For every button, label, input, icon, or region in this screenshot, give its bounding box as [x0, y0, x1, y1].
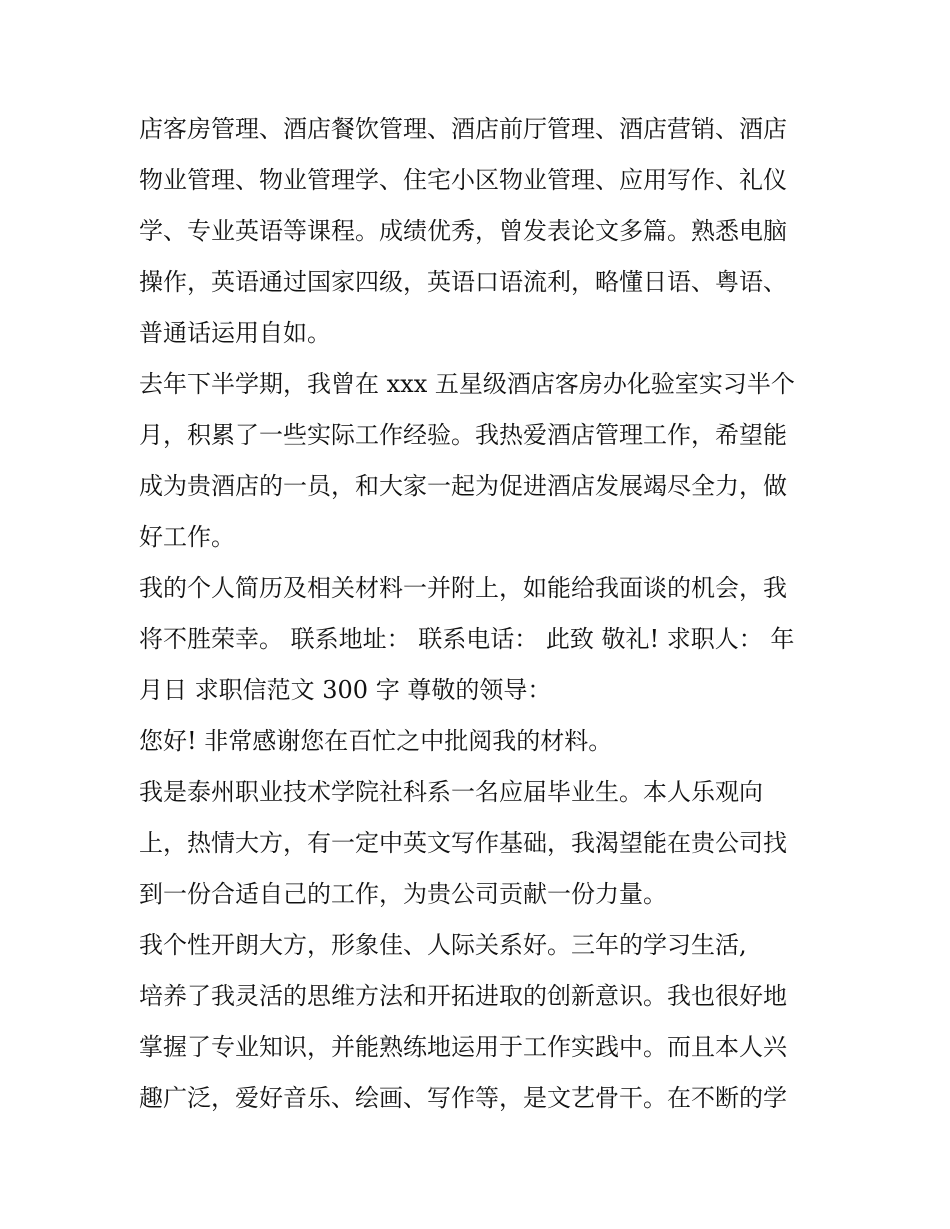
text-line: 我是泰州职业技术学院社科系一名应届毕业生。本人乐观向	[139, 778, 763, 806]
text-line: 我个性开朗大方，形象佳、人际关系好。三年的学习生活,	[139, 931, 747, 959]
text-line: 操作，英语通过国家四级，英语口语流利，略懂日语、粤语、	[139, 268, 787, 296]
document-body	[139, 104, 819, 1124]
text-line: 学、专业英语等课程。成绩优秀，曾发表论文多篇。熟悉电脑	[139, 217, 787, 245]
text-line: 我的个人简历及相关材料一并附上，如能给我面谈的机会，我	[139, 574, 787, 602]
text-line: 到一份合适自己的工作，为贵公司贡献一份力量。	[139, 880, 667, 908]
text-line: 上，热情大方，有一定中英文写作基础，我渴望能在贵公司找	[139, 829, 787, 857]
text-line: 您好! 非常感谢您在百忙之中批阅我的材料。	[139, 727, 613, 755]
text-line: 物业管理、物业管理学、住宅小区物业管理、应用写作、礼仪	[139, 166, 787, 194]
text-line: 好工作。	[139, 523, 235, 551]
text-line: 月，积累了一些实际工作经验。我热爱酒店管理工作，希望能	[139, 421, 787, 449]
text-line: 去年下半学期，我曾在 xxx 五星级酒店客房办化验室实习半个	[139, 370, 795, 398]
text-line: 掌握了专业知识，并能熟练地运用于工作实践中。而且本人兴	[139, 1033, 787, 1061]
text-line: 店客房管理、酒店餐饮管理、酒店前厅管理、酒店营销、酒店	[139, 115, 787, 143]
text-line: 培养了我灵活的思维方法和开拓进取的创新意识。我也很好地	[139, 982, 787, 1010]
text-line: 成为贵酒店的一员，和大家一起为促进酒店发展竭尽全力，做	[139, 472, 787, 500]
text-line: 将不胜荣幸。 联系地址： 联系电话： 此致 敬礼! 求职人： 年	[139, 625, 795, 653]
text-line: 月日 求职信范文 300 字 尊敬的领导：	[139, 676, 552, 704]
text-line: 趣广泛，爱好音乐、绘画、写作等，是文艺骨干。在不断的学	[139, 1084, 787, 1112]
text-line: 普通话运用自如。	[139, 319, 331, 347]
